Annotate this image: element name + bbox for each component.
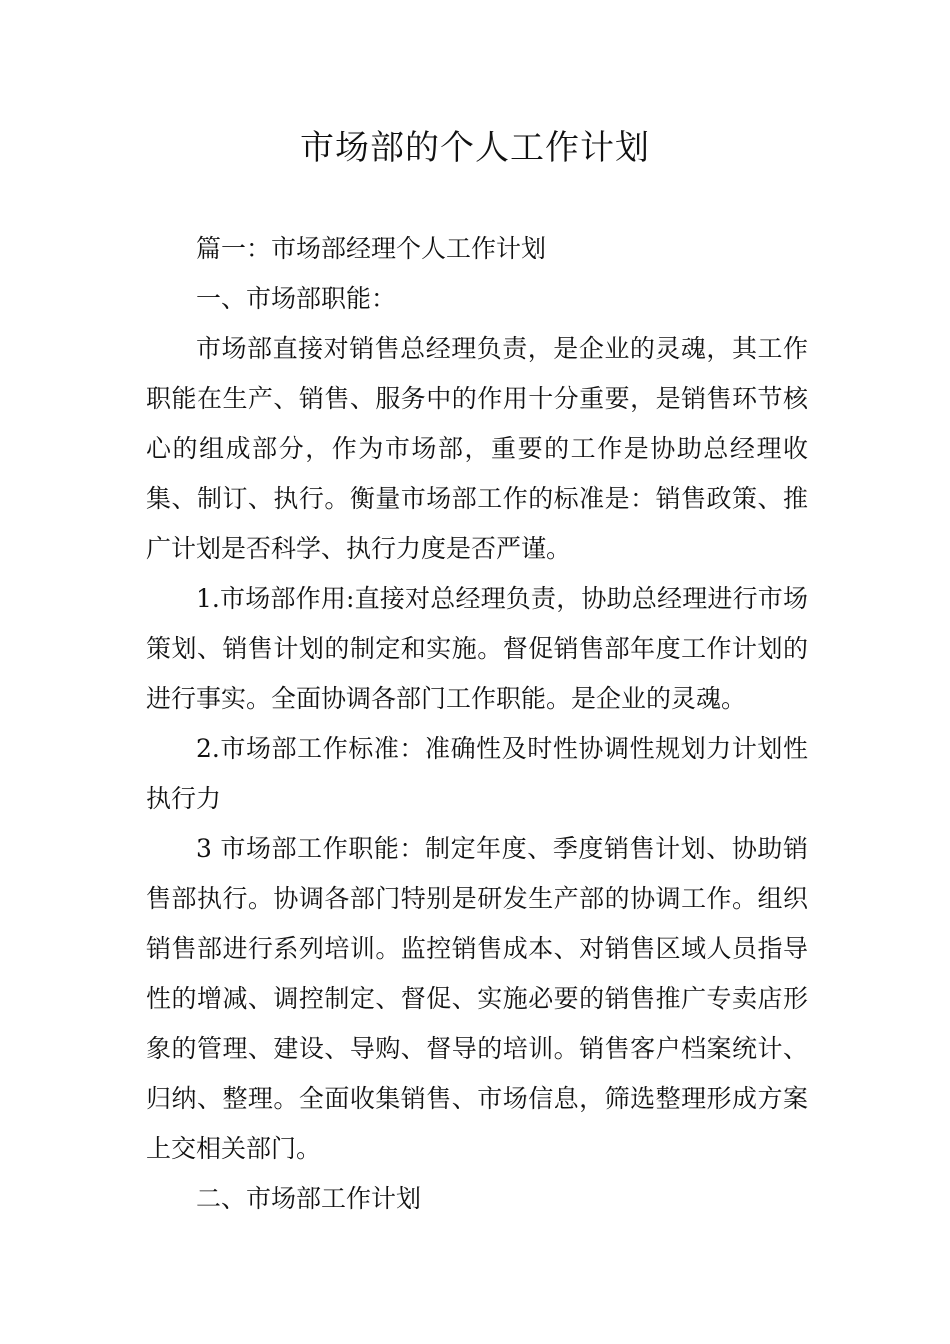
paragraph: 二、市场部工作计划 [196,1184,422,1213]
paragraph: 市场部直接对销售总经理负责，是企业的灵魂，其工作职能在生产、销售、服务中的作用十分重要，是销售环节核心的组成部分，作为市场部，重要的工作是协助总经理收集、制订、执行。衡量市场部工作的标准是：销售政策、推广计划是否科学、执行力度是否严谨。 [146,334,808,563]
paragraph: 2.市场部工作标准：准确性及时性协调性规划力计划性执行力 [146,734,808,813]
document-body [146,224,808,1224]
paragraph: 1.市场部作用:直接对总经理负责，协助总经理进行市场策划、销售计划的制定和实施。督促销售部年度工作计划的进行事实。全面协调各部门工作职能。是企业的灵魂。 [146,584,808,713]
document-title: 市场部的个人工作计划 [300,128,650,168]
paragraph: 篇一：市场部经理个人工作计划 [196,234,547,263]
paragraph: 3 市场部工作职能：制定年度、季度销售计划、协助销售部执行。协调各部门特别是研发生产部的协调工作。组织销售部进行系列培训。监控销售成本、对销售区域人员指导性的增减、调控制定、督促、实施必要的销售推广专卖店形象的管理、建设、导购、督导的培训。销售客户档案统计、归纳、整理。全面收集销售、市场信息，筛选整理形成方案上交相关部门。 [146,834,808,1163]
paragraph: 一、市场部职能： [196,284,397,313]
